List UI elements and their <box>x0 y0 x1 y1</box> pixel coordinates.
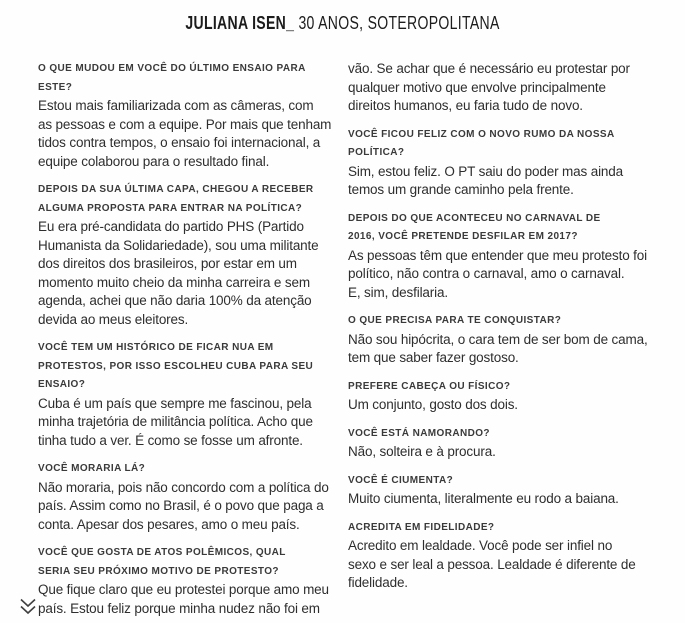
interviewee-name: JULIANA ISEN_ <box>185 13 295 33</box>
text-line: VOCÊ ESTÁ NAMORANDO? <box>348 427 490 439</box>
interview-question <box>38 460 344 479</box>
text-line: agenda, achei que não daria 100% da atenção <box>38 293 312 308</box>
text-line: momento muito cheio da minha carreira e sem <box>38 274 310 290</box>
text-line: temos um grande caminho pela frente. <box>348 182 574 197</box>
text-line: conta. Apesar dos pesares, amo o meu país. <box>38 516 300 532</box>
text-line: VOCÊ É CIUMENTA? <box>348 474 454 486</box>
text-line: Não sou hipócrita, o cara tem de ser bom de cama, <box>348 331 648 347</box>
interview-answer <box>348 60 680 116</box>
text-line: direitos humanos, eu faria tudo de novo. <box>348 98 583 113</box>
text-line: O QUE PRECISA PARA TE CONQUISTAR? <box>348 315 562 326</box>
text-line: Estou mais familiarizada com as câmeras, com <box>38 98 314 113</box>
text-line: vão. Se achar que é necessário eu protestar por <box>348 61 630 76</box>
text-line: Eu era pré-candidata do partido PHS (Partido <box>38 219 304 234</box>
text-line: qualquer motivo que envolve principalmente <box>348 79 606 95</box>
scroll-down-button[interactable] <box>16 595 40 619</box>
text-line: POLÍTICA? <box>348 147 405 158</box>
interview-answer <box>348 247 680 303</box>
text-line: dos direitos dos brasileiros, por estar em um <box>38 256 297 271</box>
text-line: país. Assim como no Brasil, é o povo que paga a <box>38 498 324 513</box>
text-line: político, não contra o carnaval, amo o carnaval. <box>348 266 625 281</box>
text-line: DEPOIS DO QUE ACONTECEU NO CARNAVAL DE <box>348 212 601 224</box>
interview-column-left <box>38 60 344 618</box>
interview-answer <box>348 537 680 593</box>
text-line: Humanista da Solidariedade), sou uma militante <box>38 237 319 253</box>
text-line: DEPOIS DA SUA ÚLTIMA CAPA, CHEGOU A RECEBER <box>38 184 314 195</box>
interview-question <box>348 425 680 444</box>
text-line: PREFERE CABEÇA OU FÍSICO? <box>348 380 511 392</box>
text-line: ALGUMA PROPOSTA PARA ENTRAR NA POLÍTICA? <box>38 202 303 214</box>
text-line: tinha tudo a ver. É como se fosse um afronte. <box>38 432 303 448</box>
text-line: Sim, estou feliz. O PT saiu do poder mas ainda <box>348 163 623 179</box>
interview-answer <box>38 97 344 171</box>
text-line: VOCÊ TEM UM HISTÓRICO DE FICAR NUA EM <box>38 342 274 353</box>
text-line: 2016, VOCÊ PRETENDE DESFILAR EM 2017? <box>348 231 578 242</box>
interview-question <box>38 544 344 581</box>
page-title <box>75 13 609 34</box>
text-line: tem que saber fazer gostoso. <box>348 350 519 365</box>
interview-question <box>348 210 680 247</box>
text-line: tidos contra tempos, o ensaio foi internacional, a <box>38 135 321 150</box>
text-line: Não, solteira e à procura. <box>348 444 496 459</box>
interview-question <box>348 378 680 397</box>
interview-answer <box>348 331 680 368</box>
interview-answer <box>38 218 344 329</box>
text-line: sexo e ser leal a pessoa. Lealdade é diferente de <box>348 556 636 572</box>
text-line: equipe colaborou para o resultado final. <box>38 153 270 169</box>
text-line: Muito ciumenta, literalmente eu rodo a baiana. <box>348 491 619 506</box>
text-line: E, sim, desfilaria. <box>348 284 448 300</box>
interview-question <box>38 60 344 97</box>
interview-question <box>348 472 680 491</box>
text-line: As pessoas têm que entender que meu protesto foi <box>348 247 647 263</box>
interview-question <box>348 312 680 331</box>
text-line: Que fique claro que eu protestei porque amo meu <box>38 582 329 597</box>
text-line: fidelidade. <box>348 575 408 590</box>
text-line: as pessoas e com a equipe. Por mais que tenham <box>38 116 332 132</box>
text-line: SERIA SEU PRÓXIMO MOTIVO DE PROTESTO? <box>38 565 279 577</box>
double-chevron-down-icon <box>16 595 40 619</box>
interview-column-right <box>348 60 680 593</box>
interview-answer <box>348 163 680 200</box>
text-line: Acredito em lealdade. Você pode ser infiel no <box>348 538 613 553</box>
text-line: VOCÊ MORARIA LÁ? <box>38 463 146 474</box>
interview-question <box>348 126 680 163</box>
interview-answer <box>348 396 680 415</box>
interview-answer <box>38 479 344 535</box>
text-line: ACREDITA EM FIDELIDADE? <box>348 521 495 533</box>
text-line: país. Estou feliz porque minha nudez não foi em <box>38 600 320 616</box>
interviewee-subtitle: 30 ANOS, SOTEROPOLITANA <box>294 13 500 33</box>
text-line: VOCÊ QUE GOSTA DE ATOS POLÊMICOS, QUAL <box>38 547 286 558</box>
interview-answer <box>348 490 680 509</box>
text-line: ENSAIO? <box>38 379 86 390</box>
text-line: ESTE? <box>38 81 73 93</box>
interview-question <box>38 339 344 395</box>
interview-answer <box>348 443 680 462</box>
interview-answer <box>38 395 344 451</box>
interview-answer <box>38 581 344 618</box>
text-line: Cuba é um país que sempre me fascinou, pela <box>38 395 312 411</box>
text-line: minha trajetória de militância política. Acho que <box>38 414 313 429</box>
text-line: PROTESTOS, POR ISSO ESCOLHEU CUBA PARA SEU <box>38 360 314 372</box>
text-line: O QUE MUDOU EM VOCÊ DO ÚLTIMO ENSAIO PARA <box>38 63 306 74</box>
text-line: devida ao meus eleitores. <box>38 311 189 327</box>
text-line: VOCÊ FICOU FELIZ COM O NOVO RUMO DA NOSSA <box>348 128 615 140</box>
interview-question <box>38 181 344 218</box>
interview-question <box>348 519 680 538</box>
text-line: Não moraria, pois não concordo com a política do <box>38 479 329 495</box>
text-line: Um conjunto, gosto dos dois. <box>348 397 518 412</box>
